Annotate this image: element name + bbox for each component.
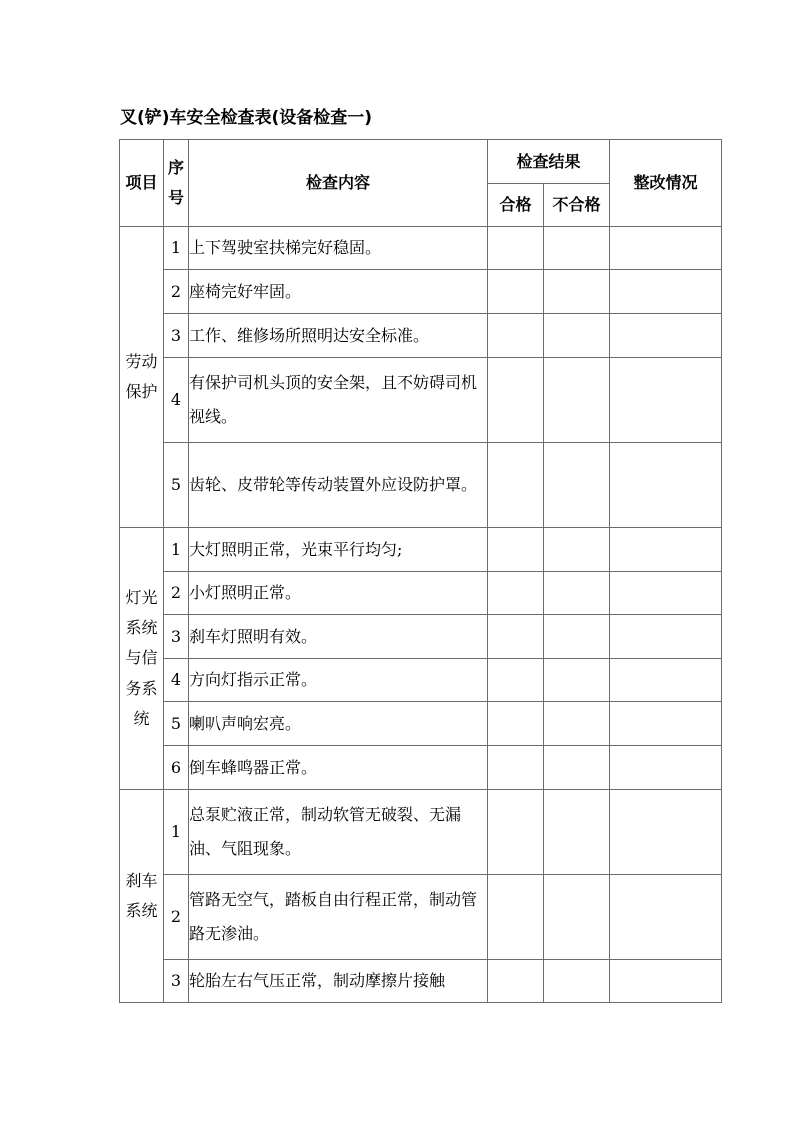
row-number: 1 (164, 528, 189, 572)
document-title: 叉(铲)车安全检查表(设备检查一) (120, 108, 373, 128)
row-number: 4 (164, 358, 189, 443)
rectify-cell (610, 270, 722, 314)
category-cell (120, 790, 164, 1003)
pass-cell (488, 659, 544, 702)
table-row (120, 960, 722, 1003)
table-row (120, 790, 722, 875)
category-cell (120, 528, 164, 790)
row-content: 喇叭声响宏亮。 (189, 702, 488, 746)
header-fail: 不合格 (544, 184, 610, 227)
pass-cell (488, 790, 544, 875)
rectify-cell (610, 227, 722, 270)
fail-cell (544, 615, 610, 659)
fail-cell (544, 659, 610, 702)
rectify-cell (610, 790, 722, 875)
header-item: 项目 (120, 140, 164, 227)
fail-cell (544, 572, 610, 615)
category-label: 灯光系统与信务系统 (125, 587, 158, 729)
row-number: 5 (164, 443, 189, 528)
row-number: 4 (164, 659, 189, 702)
pass-cell (488, 572, 544, 615)
rectify-cell (610, 960, 722, 1003)
header-seq (164, 140, 189, 227)
inspection-table (119, 139, 722, 1003)
header-content: 检查内容 (189, 140, 488, 227)
row-number: 2 (164, 270, 189, 314)
header-result: 检查结果 (488, 140, 610, 184)
pass-cell (488, 875, 544, 960)
pass-cell (488, 358, 544, 443)
rectify-cell (610, 615, 722, 659)
row-content: 齿轮、皮带轮等传动装置外应设防护罩。 (189, 443, 488, 528)
pass-cell (488, 528, 544, 572)
row-number: 2 (164, 572, 189, 615)
table-row (120, 615, 722, 659)
row-content: 管路无空气，踏板自由行程正常，制动管路无渗油。 (189, 875, 488, 960)
row-number: 3 (164, 960, 189, 1003)
fail-cell (544, 746, 610, 790)
row-content: 小灯照明正常。 (189, 572, 488, 615)
fail-cell (544, 528, 610, 572)
row-number: 1 (164, 227, 189, 270)
header-seq-text: 序号 (167, 157, 184, 207)
rectify-cell (610, 659, 722, 702)
category-label: 劳动保护 (125, 351, 158, 401)
fail-cell (544, 875, 610, 960)
row-content: 轮胎左右气压正常，制动摩擦片接触 (189, 960, 488, 1003)
rectify-cell (610, 702, 722, 746)
fail-cell (544, 702, 610, 746)
header-rectify: 整改情况 (610, 140, 722, 227)
row-number: 1 (164, 790, 189, 875)
rectify-cell (610, 314, 722, 358)
fail-cell (544, 790, 610, 875)
table-row (120, 572, 722, 615)
row-content: 方向灯指示正常。 (189, 659, 488, 702)
table-row (120, 314, 722, 358)
row-content: 刹车灯照明有效。 (189, 615, 488, 659)
fail-cell (544, 314, 610, 358)
table-row (120, 746, 722, 790)
table-row (120, 702, 722, 746)
table-row (120, 227, 722, 270)
row-content: 倒车蜂鸣器正常。 (189, 746, 488, 790)
pass-cell (488, 314, 544, 358)
row-content: 大灯照明正常，光束平行均匀; (189, 528, 488, 572)
rectify-cell (610, 875, 722, 960)
rectify-cell (610, 528, 722, 572)
row-content: 有保护司机头顶的安全架，且不妨碍司机视线。 (189, 358, 488, 443)
rectify-cell (610, 746, 722, 790)
category-label: 刹车系统 (125, 870, 158, 920)
row-content: 总泵贮液正常，制动软管无破裂、无漏油、气阻现象。 (189, 790, 488, 875)
row-number: 3 (164, 615, 189, 659)
pass-cell (488, 960, 544, 1003)
row-content: 座椅完好牢固。 (189, 270, 488, 314)
row-content: 工作、维修场所照明达安全标准。 (189, 314, 488, 358)
table-row (120, 875, 722, 960)
table-row (120, 358, 722, 443)
header-pass: 合格 (488, 184, 544, 227)
rectify-cell (610, 358, 722, 443)
table-row (120, 528, 722, 572)
table-row (120, 659, 722, 702)
pass-cell (488, 746, 544, 790)
pass-cell (488, 702, 544, 746)
fail-cell (544, 227, 610, 270)
fail-cell (544, 358, 610, 443)
row-content: 上下驾驶室扶梯完好稳固。 (189, 227, 488, 270)
fail-cell (544, 443, 610, 528)
row-number: 6 (164, 746, 189, 790)
row-number: 5 (164, 702, 189, 746)
category-cell (120, 227, 164, 528)
rectify-cell (610, 572, 722, 615)
pass-cell (488, 615, 544, 659)
table-row (120, 443, 722, 528)
row-number: 3 (164, 314, 189, 358)
pass-cell (488, 443, 544, 528)
rectify-cell (610, 443, 722, 528)
fail-cell (544, 270, 610, 314)
row-number: 2 (164, 875, 189, 960)
table-row (120, 270, 722, 314)
fail-cell (544, 960, 610, 1003)
pass-cell (488, 227, 544, 270)
pass-cell (488, 270, 544, 314)
